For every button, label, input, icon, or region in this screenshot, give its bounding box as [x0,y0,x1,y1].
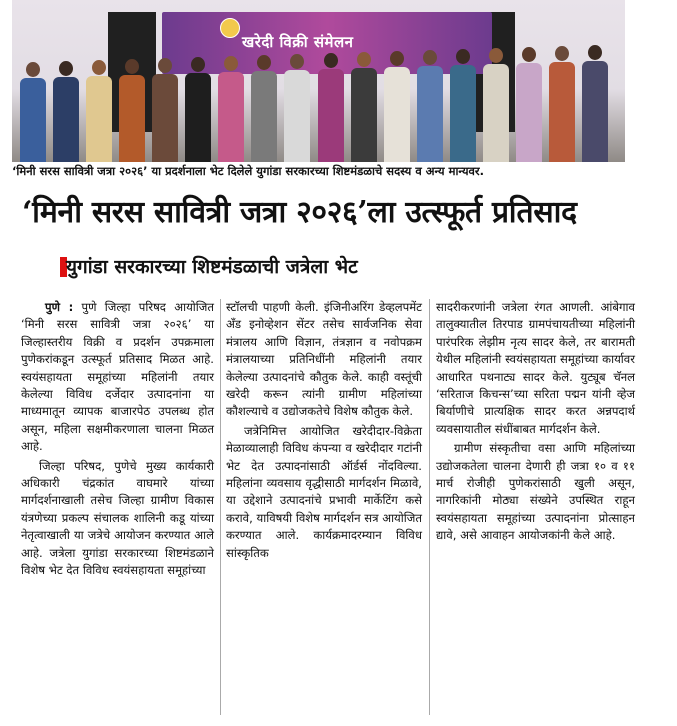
person-figure [516,47,542,162]
news-photo [12,0,625,162]
person-figure [582,45,608,162]
person-figure [152,58,178,162]
article-column-3 [436,299,635,545]
person-figure [20,62,46,162]
person-figure [549,46,575,162]
person-figure [185,57,211,162]
person-figure [86,60,112,162]
paragraph: जिल्हा परिषद, पुणेचे मुख्य कार्यकारी अधिकारी चंद्रकांत वाघमारे यांच्या मार्गदर्शनाखाली तसेच जिल्हा ग्रामीण विकास यंत्रणेच्या प्रकल्प संचालक शालिनी कडू यांच्या नेतृत्वाखाली या जत्रेचे आयोजन करण्यात आले आहे. जत्रेला युगांडा सरकारच्या शिष्टमंडळाने विशेष भेट देत विविध स्वयंसहायता समूहांच्या [21,458,214,578]
emblem-icon [220,18,240,38]
banner-text: खरेदी विक्री संमेलन [242,33,354,51]
paragraph: ग्रामीण संस्कृतीचा वसा आणि महिलांच्या उद्योजकतेला चालना देणारी ही जत्रा १० व ११ मार्च रोजीही पुणेकरांसाठी खुली असून, नागरिकांनी मोठ्या संख्येने उपस्थित राहून स्वयंसहायता समूहांच्या उत्पादनांना प्रोत्साहन द्यावे, असे आवाहन आयोजकांनी केले आहे. [436,441,635,543]
person-figure [318,53,344,162]
paragraph: स्टॉलची पाहणी केली. इंजिनीअरिंग डेव्हलपमेंट अँड इनोव्हेशन सेंटर तसेच सार्वजनिक सेवा मंत्रालय आणि विज्ञान, तंत्रज्ञान व नवोपक्रम मंत्रालयाच्या प्रतिनिधींनी महिलांनी तयार केलेल्या उत्पादनांचे कौतुक केले. काही वस्तूंची खरेदी करून त्यांनी ग्रामीण महिलांच्या कौशल्याचे व उद्योजकतेचे विशेष कौतुक केले. [226,300,422,419]
person-figure [417,50,443,162]
column-divider [429,299,430,715]
person-figure [251,55,277,162]
person-figure [351,52,377,162]
paragraph: सादरीकरणांनी जत्रेला रंगत आणली. आंबेगाव तालुक्यातील तिरपाड ग्रामपंचायतीच्या महिलांनी पारंपरिक लेझीम नृत्य सादर केले, तर बारामती येथील महिलांनी स्वयंसहायता समूहांच्या कार्यावर आधारित पथनाट्य सादर केले. युट्यूब चॅनल ‘सरिताज किचन्स’च्या सरिता पद्मन यांनी व्हेज बिर्याणीचे प्रात्यक्षिक सादर करत अन्नपदार्थ व्यवसायातील संधींबाबत मार्गदर्शन केले. [436,300,635,436]
person-figure [483,48,509,162]
column-divider [220,299,221,715]
headline: ‘मिनी सरस सावित्री जत्रा २०२६’ला उत्स्फूर्त प्रतिसाद [22,195,577,230]
dateline: पुणे : [45,300,74,314]
person-figure [53,61,79,162]
paragraph: जत्रेनिमित्त आयोजित खरेदीदार-विक्रेता मेळाव्यालाही विविध कंपन्या व खरेदीदार गटांनी भेट देत उत्पादनांसाठी ऑर्डर्स नोंदविल्या. महिलांना व्यवसाय वृद्धीसाठी मार्गदर्शन मिळावे, या उद्देशाने उत्पादनांचे प्रभावी मार्केटिंग कसे करावे, याविषयी विशेष मार्गदर्शन सत्र आयोजित करण्यात आले. कार्यक्रमादरम्यान विविध सांस्कृतिक [226,423,422,560]
article-column-2 [226,299,422,562]
person-figure [384,51,410,162]
person-figure [450,49,476,162]
person-figure [218,56,244,162]
photo-caption: ‘मिनी सरस सावित्री जत्रा २०२६’ या प्रदर्शनाला भेट दिलेले युगांडा सरकारच्या शिष्टमंडळाचे सदस्य व अन्य मान्यवर. [12,164,484,178]
paragraph: पुणे : पुणे जिल्हा परिषद आयोजित ‘मिनी सरस सावित्री जत्रा २०२६’ या जिल्हास्तरीय विक्री व प्रदर्शन उपक्रमाला पुणेकरांकडून उत्स्फूर्त प्रतिसाद मिळत आहे. स्वयंसहायता समूहांच्या महिलांनी तयार केलेल्या विविध दर्जेदार उत्पादनांना या माध्यमातून व्यापक बाजारपेठ उपलब्ध होत असून, महिला सक्षमीकरणाला चालना मिळत आहे. [21,300,215,454]
person-figure [119,59,145,162]
person-figure [284,54,310,162]
subheadline: युगांडा सरकारच्या शिष्टमंडळाची जत्रेला भेट [66,256,358,278]
article-column-1 [21,299,214,580]
